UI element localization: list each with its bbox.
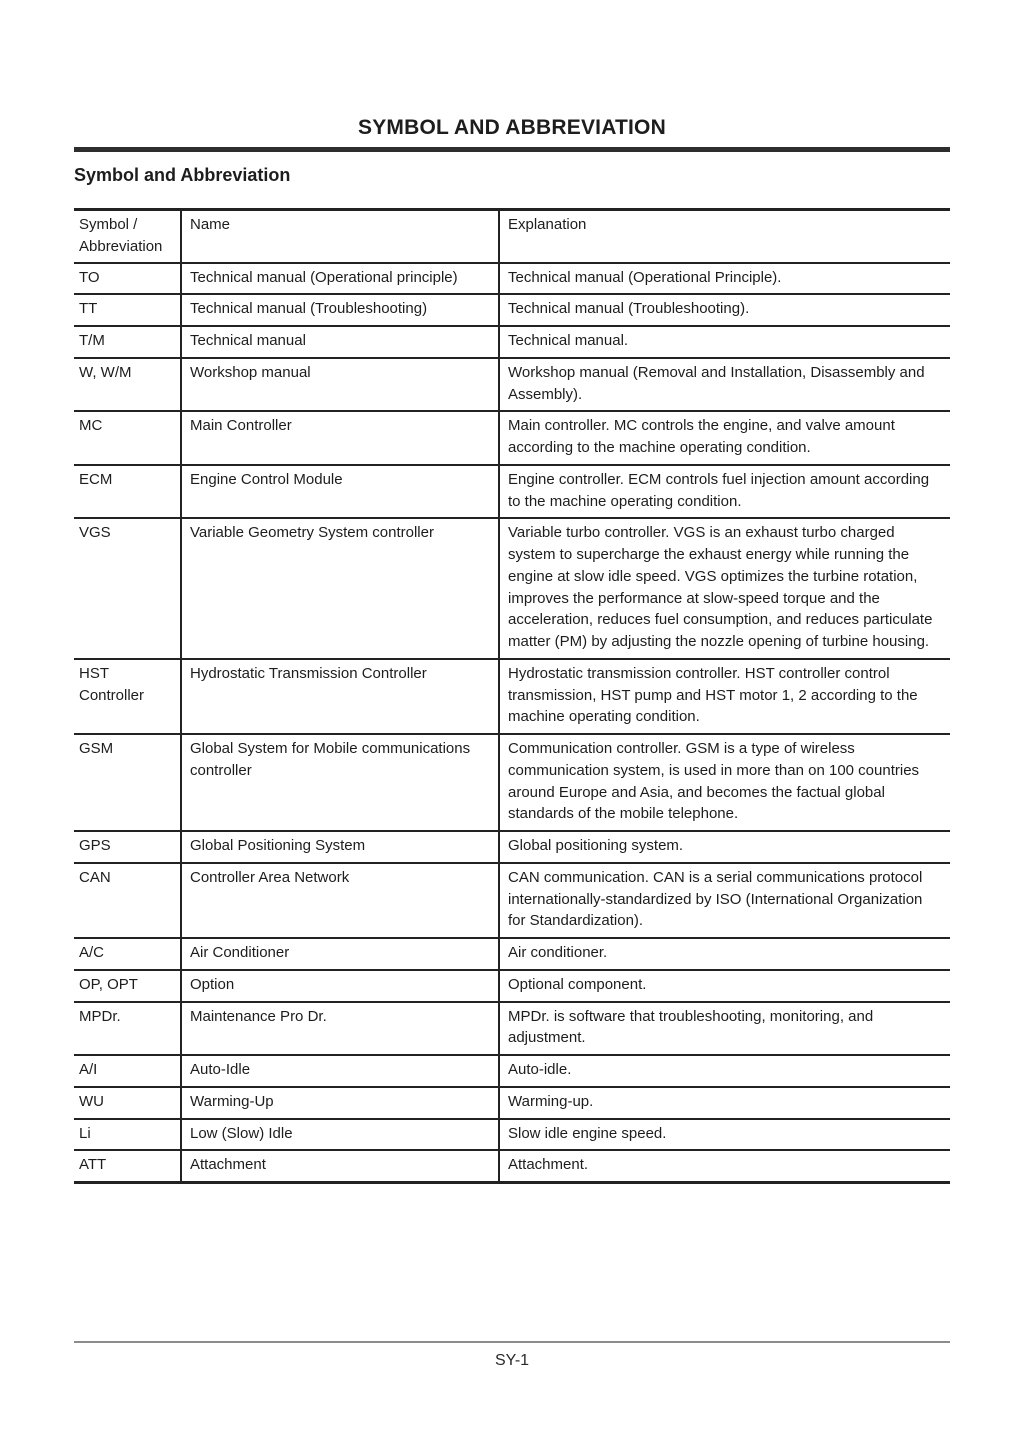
name-cell: Auto-Idle: [181, 1055, 499, 1087]
table-row: [74, 734, 950, 831]
explanation-cell: Technical manual.: [499, 326, 950, 358]
abbreviation-table-body: [74, 263, 950, 1183]
page-footer: [74, 1341, 950, 1370]
symbol-cell: TO: [74, 263, 181, 295]
symbol-cell: WU: [74, 1087, 181, 1119]
table-row: [74, 1055, 950, 1087]
name-cell: Attachment: [181, 1150, 499, 1182]
symbol-cell: W, W/M: [74, 358, 181, 412]
explanation-cell: Variable turbo controller. VGS is an exhaust turbo charged system to supercharge the exhaust energy while running the engine at slow idle speed. VGS optimizes the turbine rotation, improves the performance at slow-speed torque and the acceleration, reduces fuel consumption, and reduces particulate matter (PM) by adjusting the nozzle opening of turbine housing.: [499, 518, 950, 659]
explanation-cell: Hydrostatic transmission controller. HST controller control transmission, HST pump and HST motor 1, 2 according to the machine operating condition.: [499, 659, 950, 734]
explanation-cell: Workshop manual (Removal and Installation, Disassembly and Assembly).: [499, 358, 950, 412]
symbol-cell: HST Controller: [74, 659, 181, 734]
name-cell: Controller Area Network: [181, 863, 499, 938]
explanation-cell: Technical manual (Troubleshooting).: [499, 294, 950, 326]
table-row: [74, 1150, 950, 1182]
symbol-cell: MC: [74, 411, 181, 465]
name-cell: Global Positioning System: [181, 831, 499, 863]
table-row: [74, 518, 950, 659]
section-heading: Symbol and Abbreviation: [74, 165, 291, 185]
explanation-cell: Engine controller. ECM controls fuel injection amount according to the machine operating condition.: [499, 465, 950, 519]
name-cell: Technical manual (Operational principle): [181, 263, 499, 295]
table-row: [74, 831, 950, 863]
symbol-cell: OP, OPT: [74, 970, 181, 1002]
page-title: SYMBOL AND ABBREVIATION: [358, 116, 666, 139]
explanation-cell: Warming-up.: [499, 1087, 950, 1119]
name-cell: Technical manual (Troubleshooting): [181, 294, 499, 326]
header-row: [74, 210, 950, 263]
explanation-cell: MPDr. is software that troubleshooting, monitoring, and adjustment.: [499, 1002, 950, 1056]
name-cell: Variable Geometry System controller: [181, 518, 499, 659]
table-row: [74, 659, 950, 734]
name-cell: Main Controller: [181, 411, 499, 465]
header-explanation: Explanation: [499, 210, 950, 263]
table-row: [74, 1119, 950, 1151]
table-row: [74, 294, 950, 326]
name-cell: Global System for Mobile communications controller: [181, 734, 499, 831]
symbol-cell: MPDr.: [74, 1002, 181, 1056]
abbreviation-table: [74, 208, 950, 1184]
symbol-cell: VGS: [74, 518, 181, 659]
table-row: [74, 465, 950, 519]
table-row: [74, 263, 950, 295]
table-row: [74, 358, 950, 412]
page-number: SY-1: [494, 1352, 530, 1369]
table-row: [74, 970, 950, 1002]
explanation-cell: Attachment.: [499, 1150, 950, 1182]
explanation-cell: Communication controller. GSM is a type of wireless communication system, is used in more than on 100 countries around Europe and Asia, and becomes the factual global standards of the mobile telephone.: [499, 734, 950, 831]
title-double-rule: [74, 147, 950, 152]
explanation-cell: Auto-idle.: [499, 1055, 950, 1087]
name-cell: Air Conditioner: [181, 938, 499, 970]
symbol-cell: ECM: [74, 465, 181, 519]
name-cell: Option: [181, 970, 499, 1002]
name-cell: Warming-Up: [181, 1087, 499, 1119]
table-row: [74, 326, 950, 358]
symbol-cell: GPS: [74, 831, 181, 863]
name-cell: Hydrostatic Transmission Controller: [181, 659, 499, 734]
explanation-cell: Main controller. MC controls the engine, and valve amount according to the machine operating condition.: [499, 411, 950, 465]
explanation-cell: Air conditioner.: [499, 938, 950, 970]
explanation-cell: Slow idle engine speed.: [499, 1119, 950, 1151]
header-symbol: Symbol / Abbreviation: [74, 210, 181, 263]
explanation-cell: CAN communication. CAN is a serial communications protocol internationally-standardized by ISO (International Organization for Standardization).: [499, 863, 950, 938]
page-content: [74, 0, 950, 1184]
symbol-cell: Li: [74, 1119, 181, 1151]
symbol-cell: A/I: [74, 1055, 181, 1087]
abbreviation-table-head: [74, 210, 950, 263]
name-cell: Engine Control Module: [181, 465, 499, 519]
table-row: [74, 1002, 950, 1056]
name-cell: Low (Slow) Idle: [181, 1119, 499, 1151]
table-row: [74, 1087, 950, 1119]
symbol-cell: GSM: [74, 734, 181, 831]
name-cell: Workshop manual: [181, 358, 499, 412]
symbol-cell: TT: [74, 294, 181, 326]
symbol-cell: CAN: [74, 863, 181, 938]
symbol-cell: ATT: [74, 1150, 181, 1182]
name-cell: Technical manual: [181, 326, 499, 358]
footer-rule: [74, 1341, 950, 1343]
explanation-cell: Global positioning system.: [499, 831, 950, 863]
table-row: [74, 938, 950, 970]
table-row: [74, 411, 950, 465]
table-row: [74, 863, 950, 938]
header-name: Name: [181, 210, 499, 263]
symbol-cell: T/M: [74, 326, 181, 358]
name-cell: Maintenance Pro Dr.: [181, 1002, 499, 1056]
symbol-cell: A/C: [74, 938, 181, 970]
explanation-cell: Technical manual (Operational Principle).: [499, 263, 950, 295]
explanation-cell: Optional component.: [499, 970, 950, 1002]
